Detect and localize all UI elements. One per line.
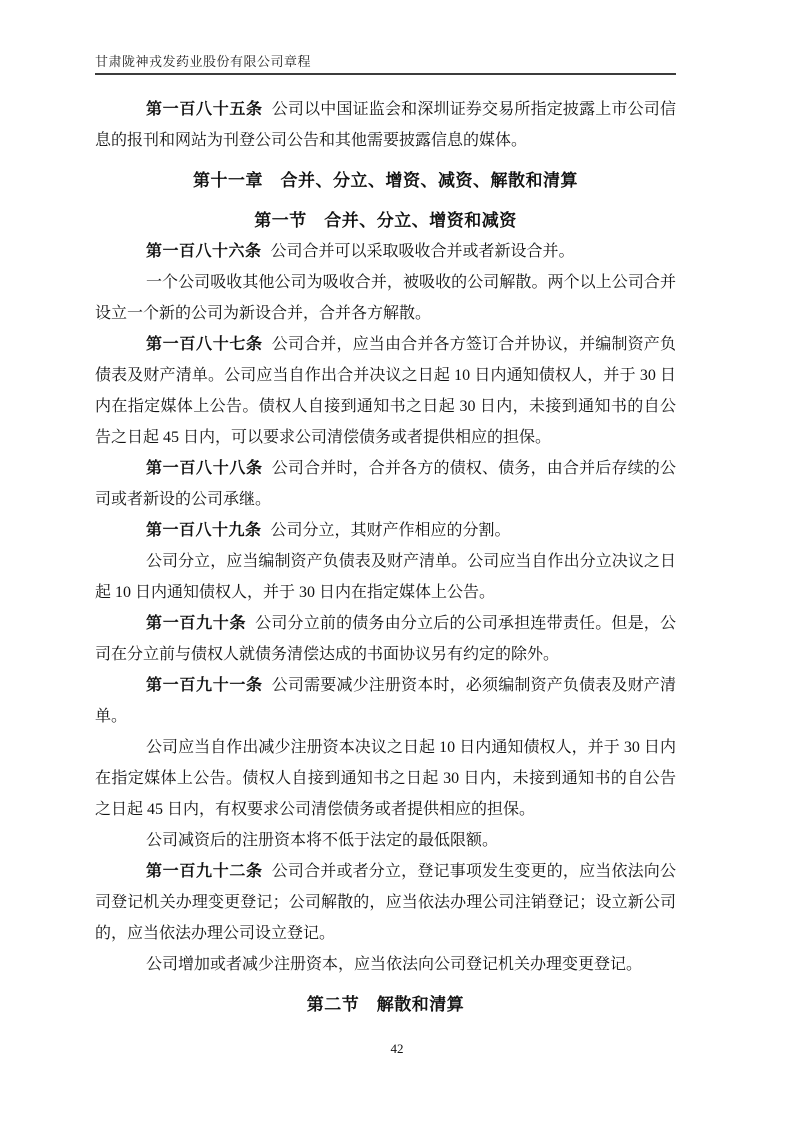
article-number: 第一百九十一条 xyxy=(146,677,263,694)
section-heading: 第一节 合并、分立、增资和减资 xyxy=(254,211,517,230)
article-paragraph xyxy=(95,670,676,732)
body-paragraph: 公司增加或者减少注册资本，应当依法向公司登记机关办理变更登记。 xyxy=(146,956,643,973)
article-text: 公司需要减少注册资本时，必须编制资产负债表及财产清单。 xyxy=(95,677,676,725)
article-paragraph xyxy=(95,236,676,267)
article-text: 公司合并时，合并各方的债权、债务，由合并后存续的公司或者新设的公司承继。 xyxy=(95,460,676,508)
article-text: 公司分立前的债务由分立后的公司承担连带责任。但是，公司在分立前与债权人就债务清偿达成的书面协议另有约定的除外。 xyxy=(95,615,676,663)
article-number: 第一百九十条 xyxy=(146,615,247,632)
article-number: 第一百九十二条 xyxy=(146,863,263,880)
article-paragraph xyxy=(95,856,676,949)
section-heading: 第二节 解散和清算 xyxy=(306,995,465,1014)
page-header xyxy=(95,54,676,75)
article-number: 第一百八十八条 xyxy=(146,460,263,477)
document-body xyxy=(95,94,676,1020)
article-paragraph xyxy=(95,453,676,515)
article-paragraph xyxy=(95,608,676,670)
article-text: 公司合并或者分立，登记事项发生变更的，应当依法向公司登记机关办理变更登记；公司解散的，应当依法办理公司注销登记；设立新公司的，应当依法办理公司设立登记。 xyxy=(95,863,676,942)
header-title: 甘肃陇神戎发药业股份有限公司章程 xyxy=(95,54,312,69)
article-text: 公司合并可以采取吸收合并或者新设合并。 xyxy=(270,243,575,260)
body-paragraph: 公司分立，应当编制资产负债表及财产清单。公司应当自作出分立决议之日起 10 日内通知债权人，并于 30 日内在指定媒体上公告。 xyxy=(95,553,676,601)
article-paragraph xyxy=(95,94,676,156)
body-paragraph: 公司应当自作出减少注册资本决议之日起 10 日内通知债权人，并于 30 日内在指定媒体上公告。债权人自接到通知书之日起 30 日内，未接到通知书的自公告之日起 45 日内，有权要求公司清偿债务或者提供相应的担保。 xyxy=(95,739,676,818)
article-number: 第一百八十七条 xyxy=(146,336,263,353)
page-number: 42 xyxy=(390,1041,404,1056)
article-number: 第一百八十五条 xyxy=(146,101,263,118)
chapter-heading: 第十一章 合并、分立、增资、减资、解散和清算 xyxy=(193,171,578,190)
article-number: 第一百八十九条 xyxy=(146,522,262,539)
article-text: 公司以中国证监会和深圳证券交易所指定披露上市公司信息的报刊和网站为刊登公司公告和其他需要披露信息的媒体。 xyxy=(95,101,676,149)
article-number: 第一百八十六条 xyxy=(146,243,262,260)
article-text: 公司合并，应当由合并各方签订合并协议，并编制资产负债表及财产清单。公司应当自作出合并决议之日起 10 日内通知债权人，并于 30 日内在指定媒体上公告。债权人自接到通知书之日起 30 日内，未接到通知书的自公告之日起 45 日内，可以要求公司清偿债务或者提供相应的担保。 xyxy=(95,336,676,446)
article-paragraph xyxy=(95,515,676,546)
body-paragraph: 公司减资后的注册资本将不低于法定的最低限额。 xyxy=(146,832,499,849)
article-text: 公司分立，其财产作相应的分割。 xyxy=(270,522,511,539)
body-paragraph: 一个公司吸收其他公司为吸收合并，被吸收的公司解散。两个以上公司合并设立一个新的公司为新设合并，合并各方解散。 xyxy=(95,274,676,322)
article-paragraph xyxy=(95,329,676,453)
